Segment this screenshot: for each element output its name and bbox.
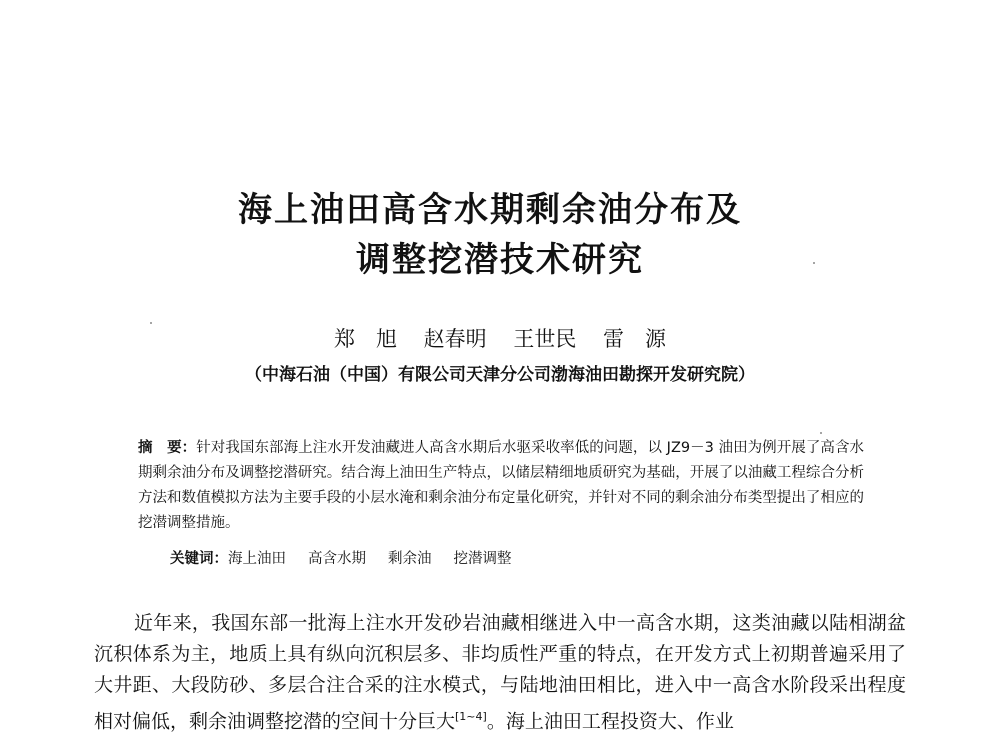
keywords <box>170 548 534 570</box>
keyword: 海上油田 <box>228 551 286 567</box>
abstract <box>138 436 864 536</box>
author-affiliation: （中海石油（中国）有限公司天津分公司渤海油田勘探开发研究院） <box>245 365 755 385</box>
keyword: 剩余油 <box>388 551 432 567</box>
author-name: 雷 源 <box>603 327 667 351</box>
scan-speck <box>150 322 152 324</box>
scan-speck <box>813 262 815 264</box>
keyword: 高含水期 <box>308 551 366 567</box>
body-text-continued: 。海上油田工程投资大、作业 <box>486 710 734 733</box>
paper-title-line-2: 调整挖潜技术研究 <box>356 240 644 280</box>
keyword: 挖潜调整 <box>453 551 512 567</box>
author-name: 郑 旭 <box>333 327 397 351</box>
author-list <box>0 326 1000 352</box>
body-text: 近年来，我国东部一批海上注水开发砂岩油藏相继进入中一高含水期，这类油藏以陆相湖盆沉积体系为主，地质上具有纵向沉积层多、非均质性严重的特点，在开发方式上初期普遍采用了大井距、大段防砂、多层合注合采的注水模式，与陆地油田相比，进入中一高含水阶段采出程度相对偏低，剩余油调整挖潜的空间十分巨大 <box>94 612 906 733</box>
author-name: 王世民 <box>513 327 577 351</box>
abstract-label: 摘 要： <box>138 440 197 456</box>
paper-title-line-1: 海上油田高含水期剩余油分布及 <box>238 190 742 230</box>
scan-speck <box>820 432 822 434</box>
keywords-label: 关键词： <box>170 551 228 567</box>
citation-ref: [1~4] <box>455 710 487 723</box>
abstract-text: 针对我国东部海上注水开发油藏进人高含水期后水驱采收率低的问题，以 JZ9－3 油田为例开展了高含水期剩余油分布及调整挖潜研究。结合海上油田生产特点，以储层精细地质研究为基础，开展了以油藏工程综合分析方法和数值模拟方法为主要手段的小层水淹和剩余油分布定量化研究，并针对不同的剩余油分布类型提出了相应的挖潜调整措施。 <box>138 440 865 531</box>
author-name: 赵春明 <box>423 327 487 351</box>
body-paragraph <box>94 608 906 737</box>
